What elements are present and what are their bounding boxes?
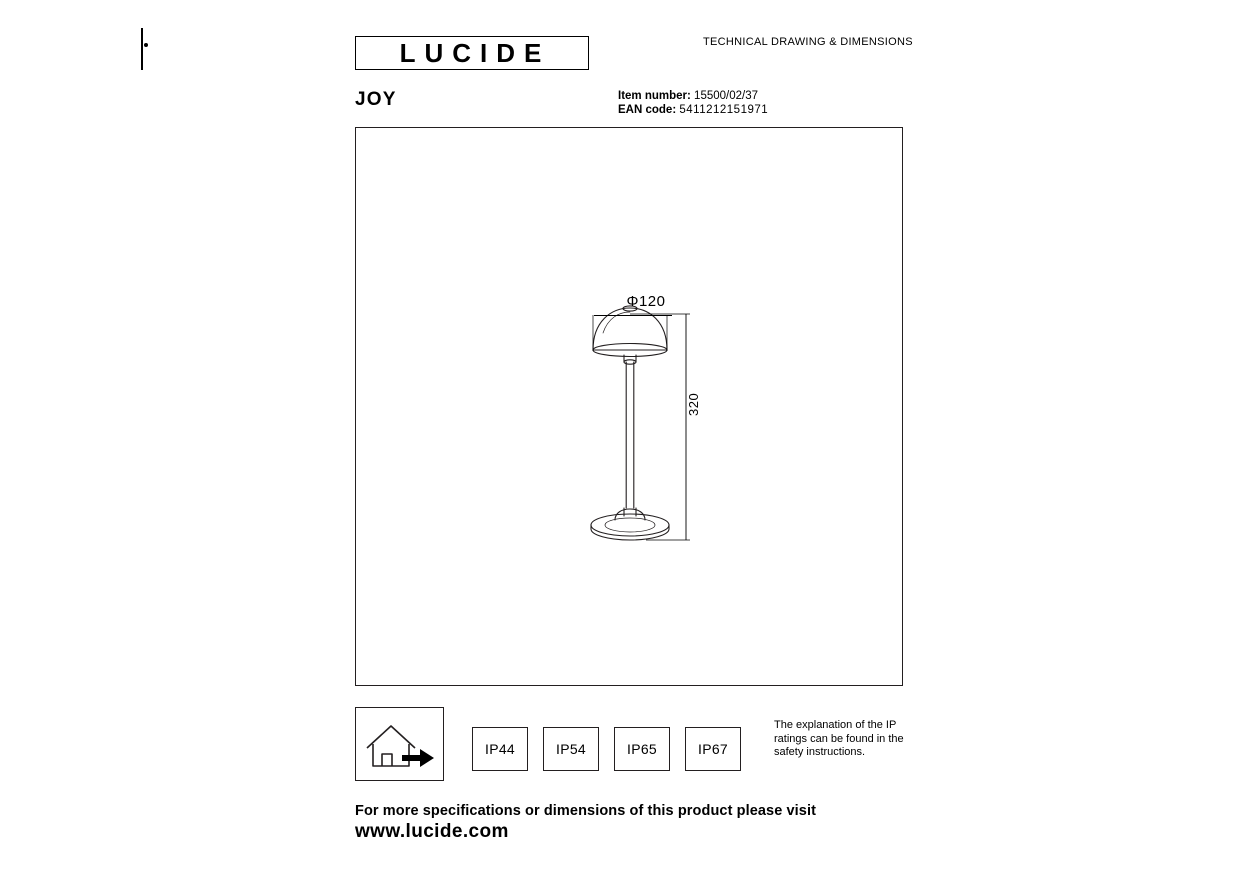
- lamp-technical-drawing: [356, 128, 904, 687]
- technical-drawing-title: TECHNICAL DRAWING & DIMENSIONS: [703, 36, 913, 48]
- ean-code-line: [618, 104, 768, 116]
- ip-rating-ip44: IP44: [472, 727, 528, 771]
- logo-slash-decoration: [141, 28, 143, 70]
- footer-specifications-text: For more specifications or dimensions of this product please visit: [355, 803, 817, 819]
- ip-rating-ip54: IP54: [543, 727, 599, 771]
- house-icon: [356, 708, 443, 780]
- item-number-value: 15500/02/37: [694, 90, 758, 102]
- arrow-icon: [402, 749, 434, 767]
- drawing-frame: [355, 127, 903, 686]
- lucide-logo: [355, 36, 589, 70]
- lucide-logo-text: LUCIDE: [399, 37, 551, 68]
- diameter-dimension-label: Φ120: [626, 293, 666, 310]
- item-number-label: Item number:: [618, 90, 691, 102]
- product-name: JOY: [355, 89, 397, 110]
- logo-dot-decoration: [144, 43, 148, 47]
- item-number-line: [618, 90, 758, 102]
- ean-code-label: EAN code:: [618, 104, 677, 116]
- footer-website-link[interactable]: www.lucide.com: [355, 821, 509, 842]
- height-dimension-label: 320: [686, 392, 701, 416]
- diameter-dimension-line: [594, 315, 672, 316]
- ip-ratings-note: The explanation of the IP ratings can be found in the safety instructions.: [774, 719, 904, 758]
- ip-rating-ip67: IP67: [685, 727, 741, 771]
- ip-rating-ip65: IP65: [614, 727, 670, 771]
- indoor-outdoor-icon-box: [355, 707, 444, 781]
- lamp-svg: [356, 128, 904, 687]
- ean-code-value: 5411212151971: [679, 104, 769, 116]
